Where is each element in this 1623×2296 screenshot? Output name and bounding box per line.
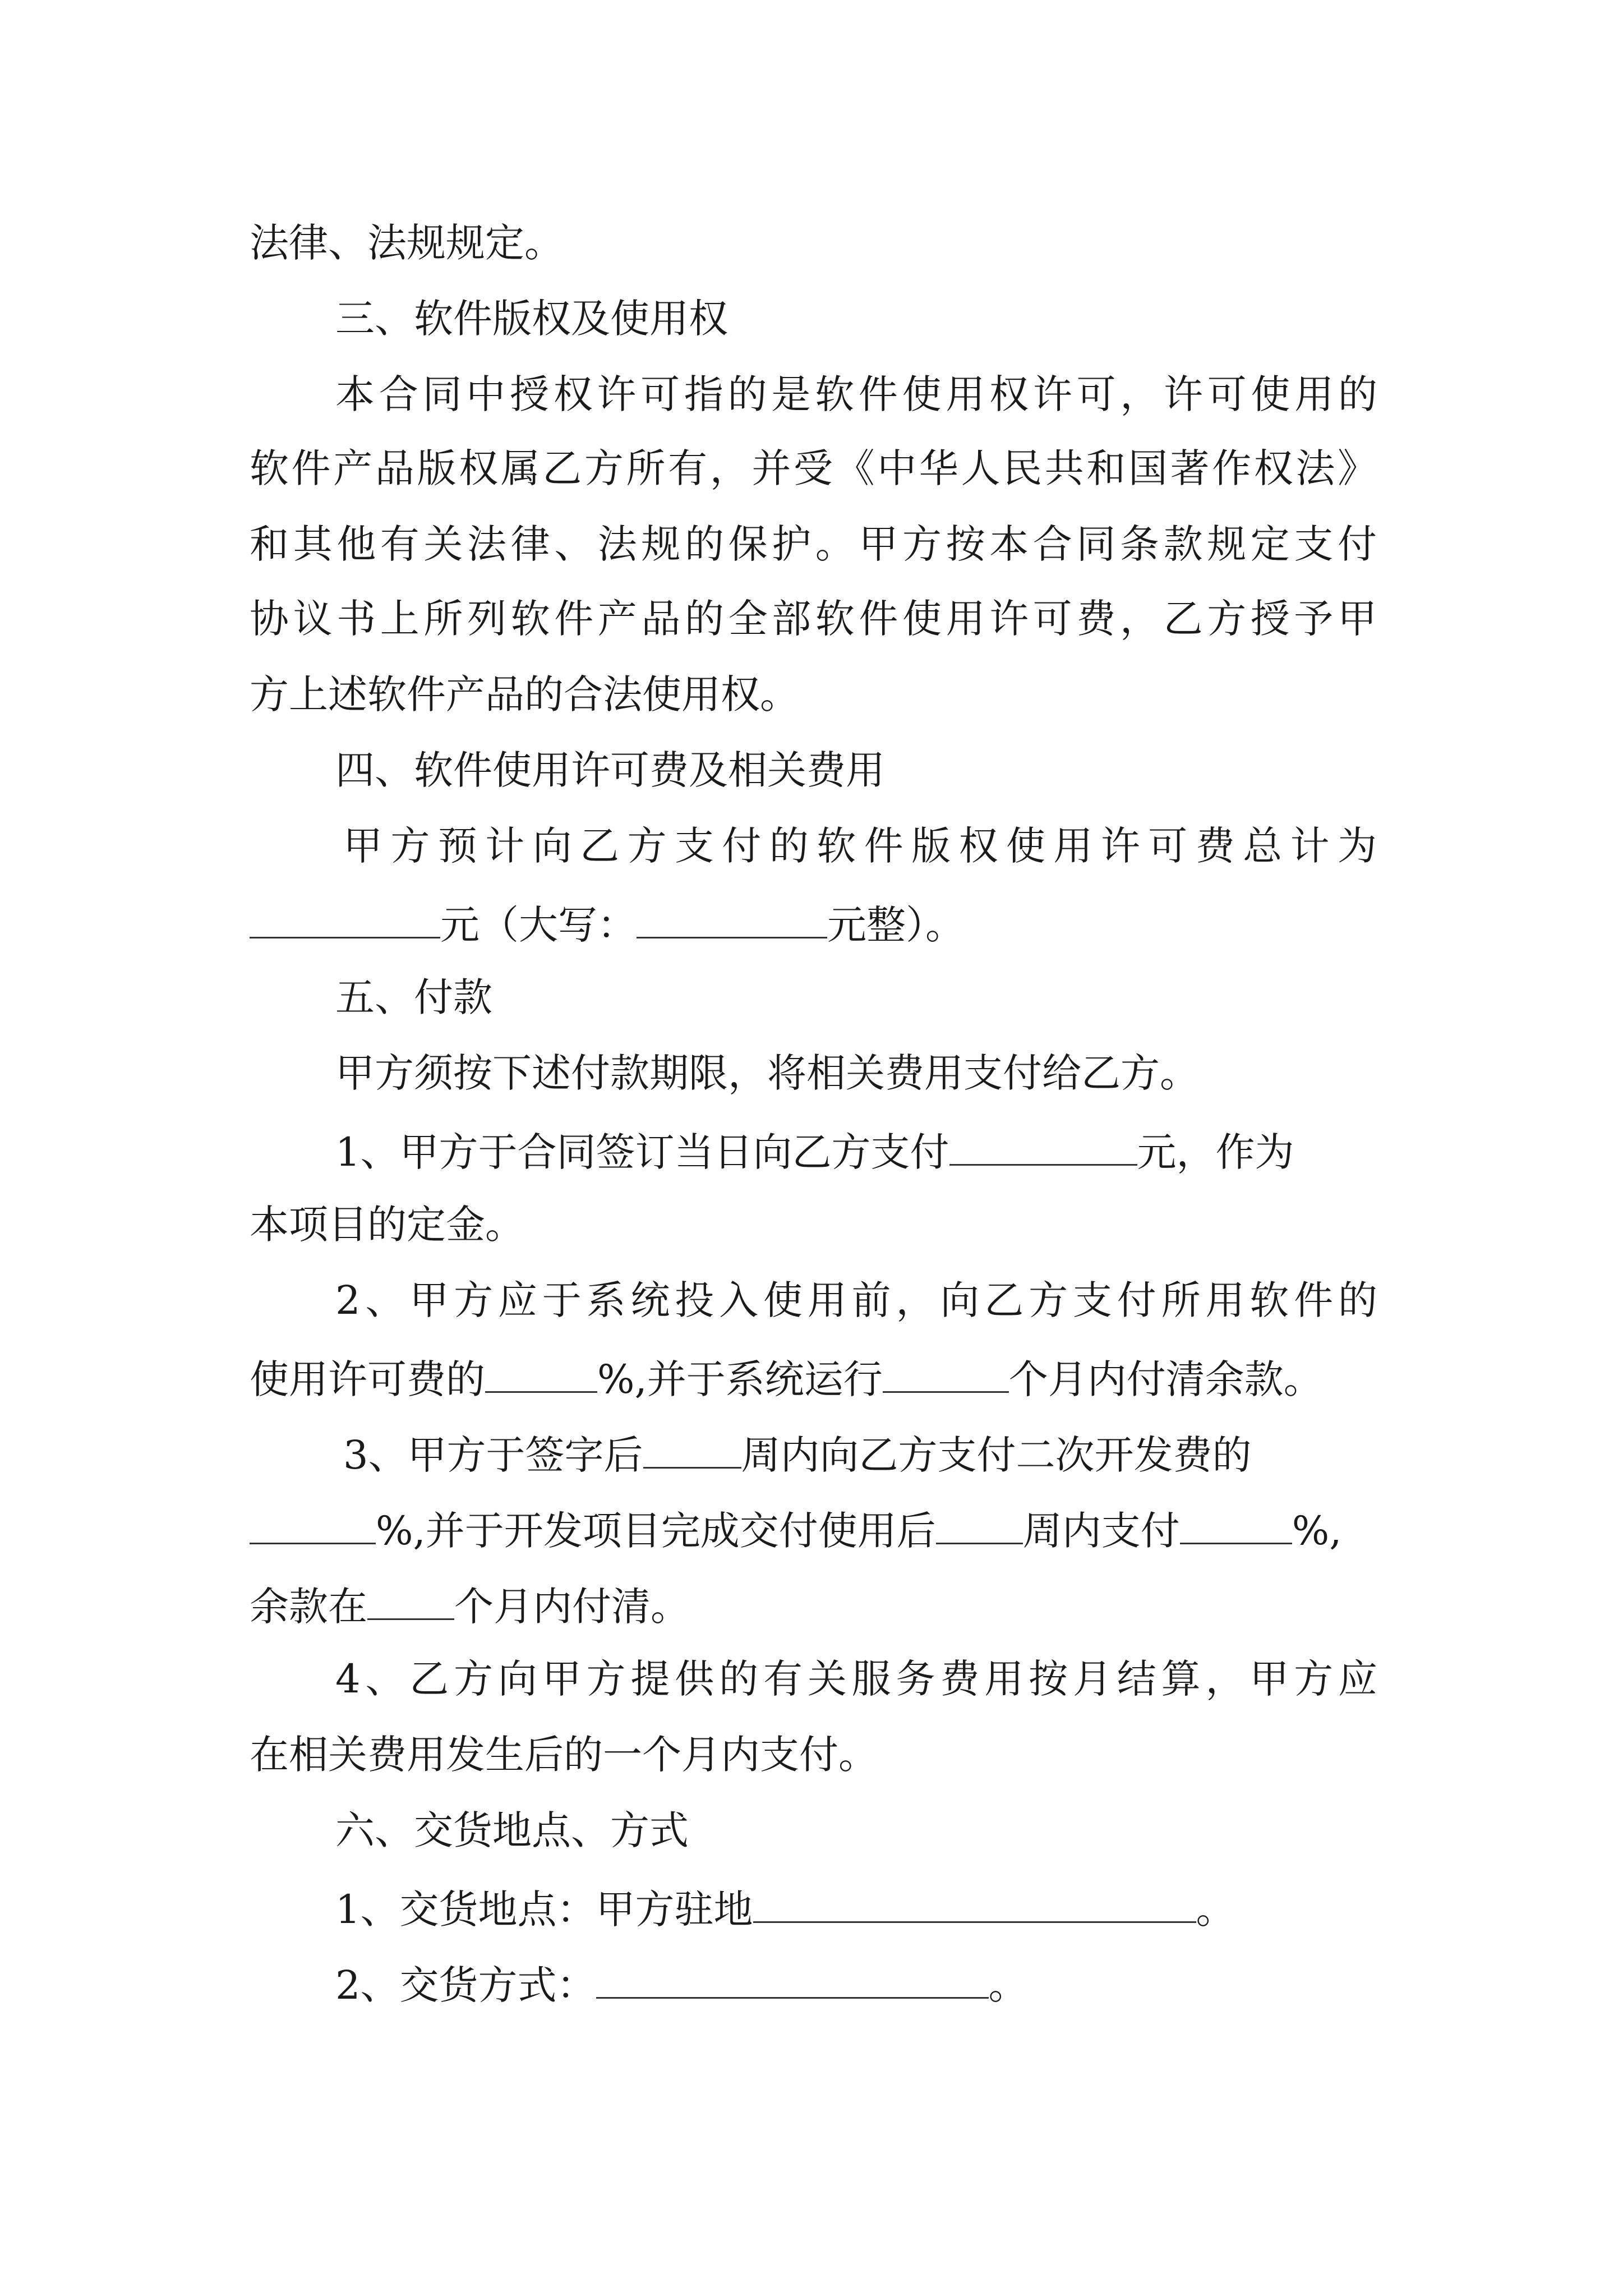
fill-blank[interactable] (596, 1962, 989, 1999)
text-line: 本项目的定金。 (250, 1202, 524, 1248)
text-line: 方上述软件产品的合法使用权。 (250, 671, 799, 717)
text-line: 协议书上所列软件产品的全部软件使用许可费，乙方授予甲 (250, 596, 1377, 642)
text-line: 法律、法规规定。 (250, 220, 564, 266)
text-line: 甲方须按下述付款期限，将相关费用支付给乙方。 (335, 1050, 1199, 1096)
section-heading-fees: 四、软件使用许可费及相关费用 (335, 747, 885, 793)
fill-blank[interactable] (753, 1887, 1196, 1923)
text-line: 2、交货方式： 。 (335, 1962, 1028, 2008)
text-line: %,并于开发项目完成交付使用后 周内支付 %, (250, 1508, 1342, 1550)
fill-blank[interactable] (485, 1356, 597, 1393)
text-line: 1、甲方于合同签订当日向乙方支付 元，作为 (335, 1129, 1294, 1175)
text-line: 余款在 个月内付清。 (250, 1584, 690, 1630)
text-line: 本合同中授权许可指的是软件使用权许可，许可使用的 (335, 371, 1377, 417)
fill-blank[interactable] (1180, 1508, 1292, 1544)
text-line: 1、交货地点：甲方驻地 。 (335, 1887, 1235, 1932)
text-line: 4、乙方向甲方提供的有关服务费用按月结算，甲方应 (335, 1656, 1377, 1702)
text-line: 在相关费用发生后的一个月内支付。 (250, 1732, 878, 1778)
text-line: 甲方预计向乙方支付的软件版权使用许可费总计为 (343, 823, 1377, 869)
fill-blank[interactable] (949, 1129, 1137, 1166)
section-heading-copyright: 三、软件版权及使用权 (335, 296, 728, 342)
text-line-fee-amount: 元（大写： 元整）。 (250, 902, 965, 945)
section-heading-payment: 五、付款 (335, 974, 492, 1020)
text-line: 使用许可费的 %,并于系统运行 个月内付清余款。 (250, 1356, 1323, 1402)
text-line: 3、甲方于签字后 周内向乙方支付二次开发费的 (343, 1432, 1252, 1478)
fill-blank[interactable] (883, 1356, 1009, 1393)
fill-blank[interactable] (643, 1432, 741, 1469)
fill-blank[interactable] (250, 902, 440, 938)
text-line: 软件产品版权属乙方所有，并受《中华人民共和国著作权法》 (250, 445, 1377, 491)
text-line: 和其他有关法律、法规的保护。甲方按本合同条款规定支付 (250, 521, 1377, 567)
fill-blank[interactable] (250, 1508, 376, 1544)
fill-blank[interactable] (637, 902, 827, 938)
fill-blank[interactable] (367, 1584, 454, 1620)
section-heading-delivery: 六、交货地点、方式 (335, 1807, 689, 1853)
fill-blank[interactable] (936, 1508, 1023, 1544)
text-line: 2、甲方应于系统投入使用前，向乙方支付所用软件的 (335, 1277, 1377, 1323)
